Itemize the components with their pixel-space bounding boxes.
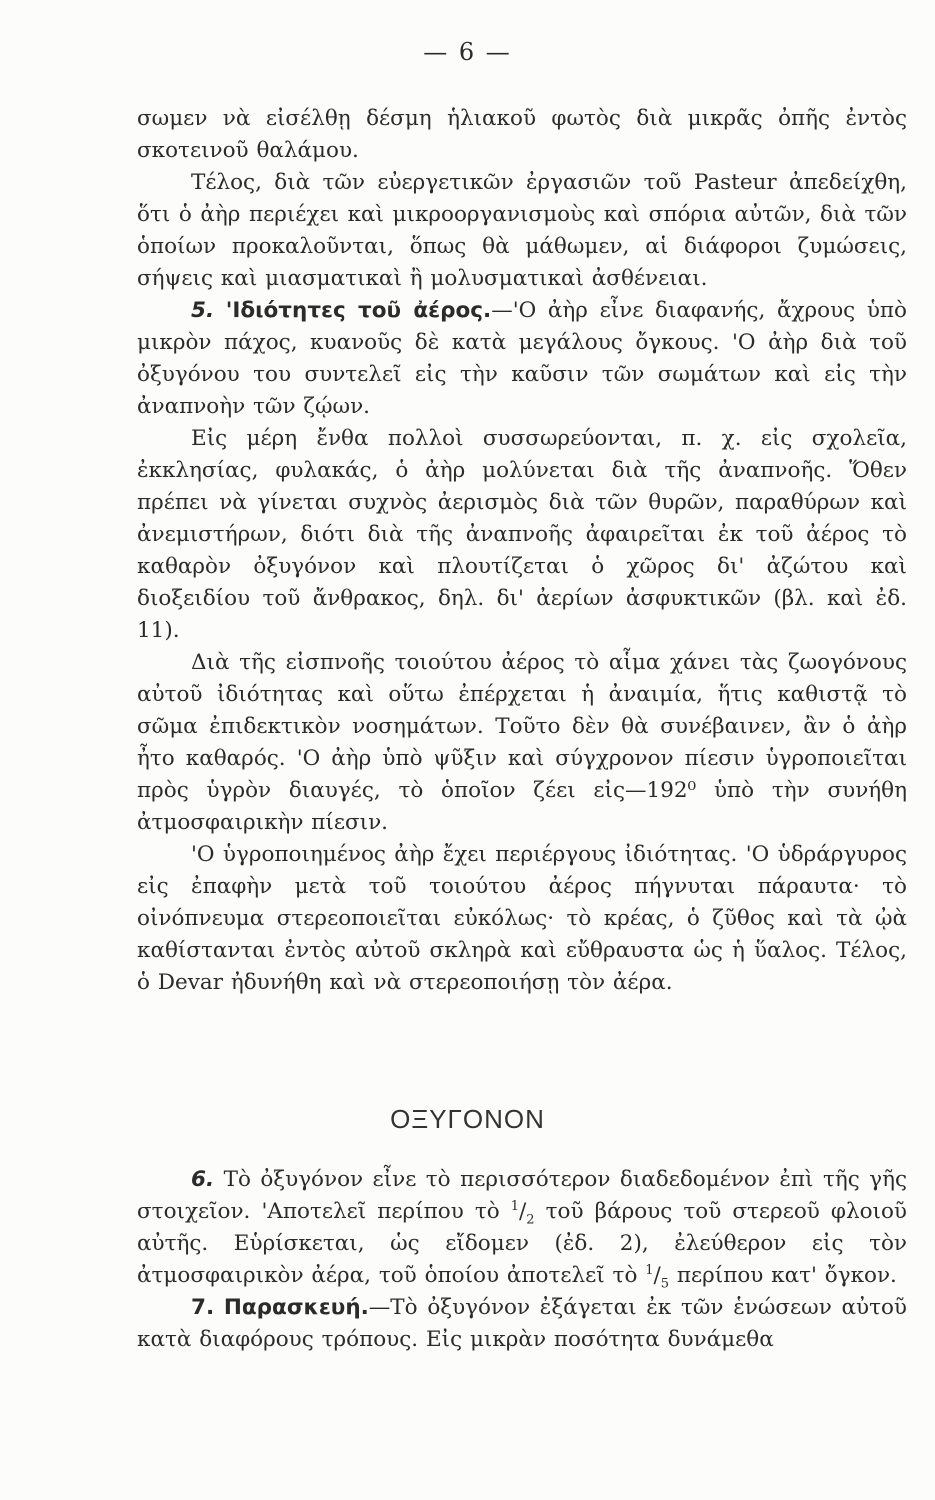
paragraph-anemia: Διὰ τῆς εἰσπνοῆς τοιούτου ἀέρος τὸ αἷμα χάνει τὰς ζωογόνους αὐτοῦ ἰδιότητας καὶ οὕτω ἐπέρχεται ἡ ἀναιμία, ἥτις καθιστᾷ τὸ σῶμα ἐπιδεκτικὸν νοσημάτων. Τοῦτο δὲν θὰ συνέβαινεν, ἂν ὁ ἀὴρ ἦτο καθαρός. 'Ο ἀὴρ ὑπὸ ψῦξιν καὶ σύγχρονον πίεσιν ὑγροποιεῖται πρὸς ὑγρὸν διαυγές, τὸ ὁποῖον ζέει εἰς—192⁰ ὑπὸ τὴν συνήθη ἀτμοσφαιρικὴν πίεσιν. bbox=[137, 650, 907, 835]
section-6-text-a: Τὸ ὀξυγόνον εἶνε τὸ περισσότερον διαδεδομένον ἐπὶ τῆς γῆς στοιχεῖον. 'Αποτελεῖ περίπου τὸ bbox=[137, 1167, 907, 1224]
paragraph-continuation: σωμεν νὰ εἰσέλθῃ δέσμη ἡλιακοῦ φωτὸς διὰ μικρᾶς ὀπῆς ἐντὸς σκοτεινοῦ θαλάμου. bbox=[137, 106, 907, 163]
page-number: — 6 — bbox=[423, 38, 512, 66]
fraction-1-numerator: 1 bbox=[510, 1198, 520, 1214]
text-block-lower bbox=[137, 1164, 907, 1356]
section-5-number: 5. bbox=[191, 298, 215, 323]
paragraph-section-6: 6. Τὸ ὀξυγόνον εἶνε τὸ περισσότερον διαδεδομένον ἐπὶ τῆς γῆς στοιχεῖον. 'Αποτελεῖ περίπου τὸ $^1/_2$ τοῦ βάρους τοῦ στερεοῦ φλοιοῦ αὐτῆς. Εὑρίσκεται, ὡς εἴδομεν (ἐδ. 2), ἐλεύθερον εἰς τὸν ἀτμοσφαιρικὸν ἀέρα, τοῦ ὁποίου ἀποτελεῖ τὸ $^1/_5$ περίπου κατ' ὄγκον. bbox=[137, 1167, 907, 1292]
section-7-text: —Τὸ ὀξυγόνον ἐξάγεται ἐκ τῶν ἑνώσεων αὐτοῦ κατὰ διαφόρους τρόπους. Εἰς μικρὰν ποσότητα δυνάμεθα bbox=[137, 1295, 907, 1352]
section-6-number: 6. bbox=[191, 1167, 215, 1192]
section-7-number: 7. bbox=[191, 1295, 215, 1320]
fraction-2-denominator: 5 bbox=[660, 1276, 670, 1292]
paragraph-section-5 bbox=[137, 295, 907, 423]
section-6-text-b: τοῦ βάρους τοῦ στερεοῦ φλοιοῦ αὐτῆς. Εὑρίσκεται, ὡς εἴδομεν (ἐδ. 2), ἐλεύθερον εἰς τὸν ἀτμοσφαιρικὸν ἀέρα, τοῦ ὁποίου ἀποτελεῖ τὸ bbox=[137, 1199, 907, 1288]
section-5-text: —'Ο ἀὴρ εἶνε διαφανής, ἄχρους ὑπὸ μικρὸν πάχος, κυανοῦς δὲ κατὰ μεγάλους ὄγκους. 'Ο ἀὴρ διὰ τοῦ ὀξυγόνου του συντελεῖ εἰς τὴν καῦσιν τῶν σωμάτων καὶ εἰς τὴν ἀναπνοὴν τῶν ζῴων. bbox=[137, 298, 907, 419]
paragraph-liquid-air: 'Ο ὑγροποιημένος ἀὴρ ἔχει περιέργους ἰδιότητας. 'Ο ὑδράργυρος εἰς ἐπαφὴν μετὰ τοῦ τοιούτου ἀέρος πήγνυται πάραυτα· τὸ οἰνόπνευμα στερεοποιεῖται εὐκόλως· τὸ κρέας, ὁ ζῦθος καὶ τὰ ᾠὰ καθίστανται ἐντὸς αὐτοῦ σκληρὰ καὶ εὔθραυστα ὡς ἡ ὕαλος. Τέλος, ὁ Devar ἠδυνήθη καὶ νὰ στερεοποιήσῃ τὸν ἀέρα. bbox=[137, 842, 907, 995]
text-block-upper bbox=[137, 103, 907, 999]
section-5-heading: 'Ιδιότητες τοῦ ἀέρος. bbox=[225, 298, 492, 323]
fraction-2-numerator: 1 bbox=[645, 1262, 654, 1278]
paragraph-pasteur: Τέλος, διὰ τῶν εὐεργετικῶν ἐργασιῶν τοῦ Pasteur ἀπεδείχθη, ὅτι ὁ ἀὴρ περιέχει καὶ μικροοργανισμοὺς καὶ σπόρια αὐτῶν, διὰ τῶν ὁποίων προκαλοῦνται, ὅπως θὰ μάθωμεν, αἱ διάφοροι ζυμώσεις, σήψεις καὶ μιασματικαὶ ἢ μολυσματικαὶ ἀσθένειαι. bbox=[137, 170, 907, 291]
section-6-text-c: περίπου κατ' ὄγκον. bbox=[669, 1263, 897, 1288]
paragraph-section-7 bbox=[137, 1292, 907, 1356]
section-title-oxygen: ΟΞΥΓΟΝΟΝ bbox=[390, 1104, 545, 1134]
fraction-1-denominator: 2 bbox=[526, 1212, 535, 1228]
paragraph-ventilation: Εἰς μέρη ἔνθα πολλοὶ συσσωρεύονται, π. χ. εἰς σχολεῖα, ἐκκλησίας, φυλακάς, ὁ ἀὴρ μολύνεται διὰ τῆς ἀναπνοῆς. Ὅθεν πρέπει νὰ γίνεται συχνὸς ἀερισμὸς διὰ τῶν θυρῶν, παραθύρων καὶ ἀνεμιστήρων, διότι διὰ τῆς ἀναπνοῆς ἀφαιρεῖται ἐκ τοῦ ἀέρος τὸ καθαρὸν ὀξυγόνον καὶ πλουτίζεται ὁ χῶρος δι' ἀζώτου καὶ διοξειδίου τοῦ ἄνθρακος, δηλ. δι' ἀερίων ἀσφυκτικῶν (βλ. καὶ ἐδ. 11). bbox=[137, 426, 907, 643]
section-7-heading: Παρασκευή. bbox=[223, 1295, 369, 1320]
